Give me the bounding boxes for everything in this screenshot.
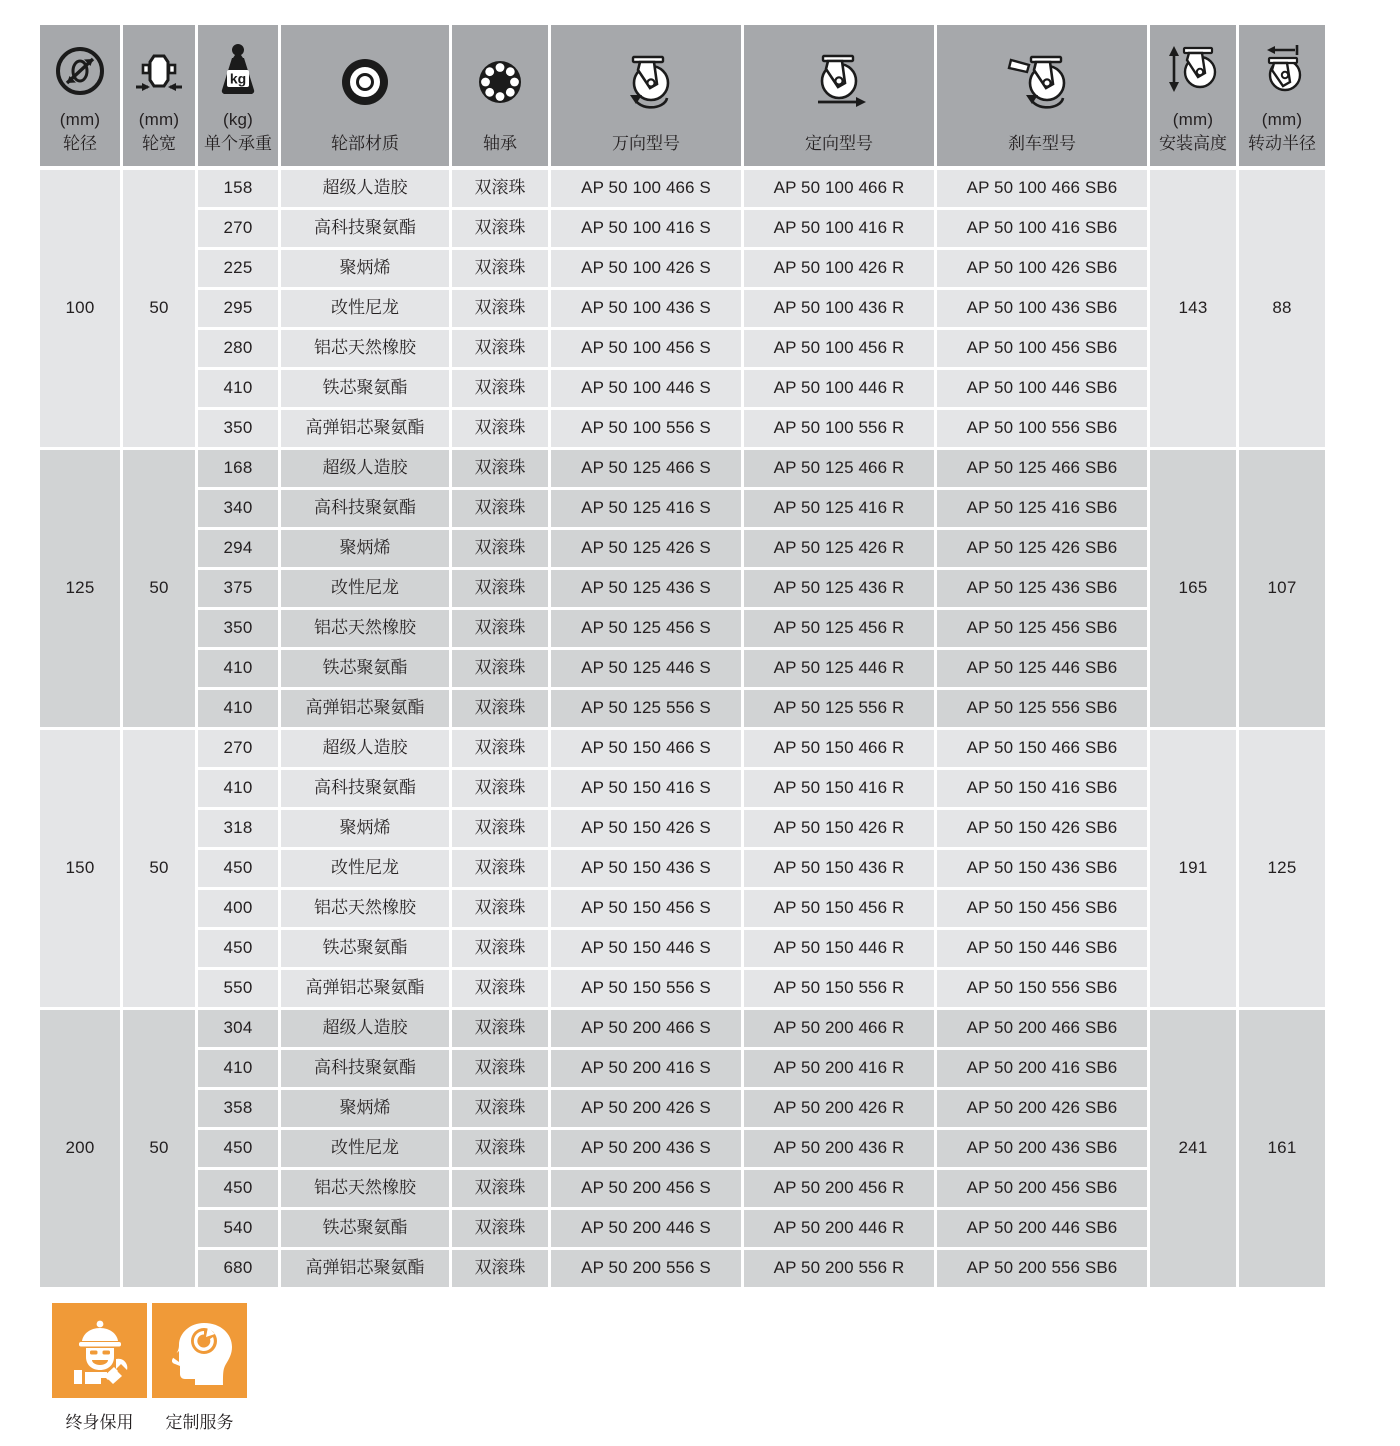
- cell-turning-radius: 125: [1239, 730, 1325, 1007]
- cell-swivel-model: AP 50 200 556 S: [551, 1250, 741, 1287]
- cell-wheel-diameter: 100: [40, 170, 120, 447]
- cell-load-weight: 294: [198, 530, 278, 567]
- cell-bearing: 双滚珠: [452, 1210, 548, 1247]
- cell-load-weight: 550: [198, 970, 278, 1007]
- cell-load-weight: 270: [198, 210, 278, 247]
- header-wheel-diameter: [40, 25, 120, 166]
- header-load-weight: [198, 25, 278, 166]
- cell-wheel-material: 铝芯天然橡胶: [281, 1170, 449, 1207]
- cell-bearing: 双滚珠: [452, 1130, 548, 1167]
- cell-fixed-model: AP 50 125 466 R: [744, 450, 934, 487]
- header-swivel-model: [551, 25, 741, 166]
- cell-load-weight: 350: [198, 410, 278, 447]
- cell-turning-radius: 161: [1239, 1010, 1325, 1287]
- cell-brake-model: AP 50 100 416 SB6: [937, 210, 1147, 247]
- cell-wheel-material: 高科技聚氨酯: [281, 210, 449, 247]
- cell-swivel-model: AP 50 125 426 S: [551, 530, 741, 567]
- cell-brake-model: AP 50 100 466 SB6: [937, 170, 1147, 207]
- cell-bearing: 双滚珠: [452, 1090, 548, 1127]
- cell-install-height: 191: [1150, 730, 1236, 1007]
- cell-bearing: 双滚珠: [452, 490, 548, 527]
- cell-load-weight: 280: [198, 330, 278, 367]
- cell-wheel-material: 超级人造胶: [281, 1010, 449, 1047]
- cell-fixed-model: AP 50 150 436 R: [744, 850, 934, 887]
- cell-brake-model: AP 50 125 466 SB6: [937, 450, 1147, 487]
- cell-turning-radius: 107: [1239, 450, 1325, 727]
- cell-swivel-model: AP 50 150 556 S: [551, 970, 741, 1007]
- cell-bearing: 双滚珠: [452, 1170, 548, 1207]
- cell-wheel-material: 铝芯天然橡胶: [281, 890, 449, 927]
- cell-load-weight: 450: [198, 930, 278, 967]
- cell-fixed-model: AP 50 200 436 R: [744, 1130, 934, 1167]
- cell-fixed-model: AP 50 125 556 R: [744, 690, 934, 727]
- service-badges: [52, 1303, 247, 1433]
- cell-install-height: 165: [1150, 450, 1236, 727]
- cell-wheel-material: 高弹铝芯聚氨酯: [281, 970, 449, 1007]
- cell-brake-model: AP 50 150 436 SB6: [937, 850, 1147, 887]
- cell-swivel-model: AP 50 100 426 S: [551, 250, 741, 287]
- header-install-height: [1150, 25, 1236, 166]
- cell-bearing: 双滚珠: [452, 210, 548, 247]
- cell-fixed-model: AP 50 200 466 R: [744, 1010, 934, 1047]
- turning-radius-icon: [1241, 33, 1323, 109]
- cell-load-weight: 340: [198, 490, 278, 527]
- fixed-caster-icon: [746, 33, 932, 131]
- cell-brake-model: AP 50 150 426 SB6: [937, 810, 1147, 847]
- cell-swivel-model: AP 50 100 436 S: [551, 290, 741, 327]
- cell-swivel-model: AP 50 100 556 S: [551, 410, 741, 447]
- cell-wheel-material: 铁芯聚氨酯: [281, 930, 449, 967]
- cell-swivel-model: AP 50 100 466 S: [551, 170, 741, 207]
- cell-swivel-model: AP 50 125 466 S: [551, 450, 741, 487]
- header-label: 刹车型号: [1008, 133, 1076, 153]
- head-gear-icon: [152, 1303, 247, 1398]
- size-block: [40, 170, 1360, 447]
- cell-load-weight: 270: [198, 730, 278, 767]
- worker-wrench-icon: [52, 1303, 147, 1398]
- header-label: 安装高度: [1159, 133, 1227, 153]
- cell-brake-model: AP 50 200 446 SB6: [937, 1210, 1147, 1247]
- cell-swivel-model: AP 50 125 416 S: [551, 490, 741, 527]
- cell-wheel-material: 铁芯聚氨酯: [281, 1210, 449, 1247]
- cell-bearing: 双滚珠: [452, 410, 548, 447]
- header-unit: (mm): [59, 110, 101, 130]
- cell-bearing: 双滚珠: [452, 810, 548, 847]
- badge-custom-service[interactable]: [152, 1303, 247, 1433]
- table-body: [40, 170, 1360, 1287]
- cell-brake-model: AP 50 150 446 SB6: [937, 930, 1147, 967]
- wheel-width-icon: [125, 33, 193, 109]
- cell-brake-model: AP 50 100 426 SB6: [937, 250, 1147, 287]
- cell-load-weight: 358: [198, 1090, 278, 1127]
- cell-wheel-material: 高科技聚氨酯: [281, 490, 449, 527]
- cell-fixed-model: AP 50 200 426 R: [744, 1090, 934, 1127]
- cell-fixed-model: AP 50 200 556 R: [744, 1250, 934, 1287]
- cell-brake-model: AP 50 200 456 SB6: [937, 1170, 1147, 1207]
- badge-label: 终身保用: [65, 1413, 134, 1432]
- header-unit: (mm): [1261, 110, 1303, 130]
- header-unit: (mm): [138, 110, 180, 130]
- cell-bearing: 双滚珠: [452, 730, 548, 767]
- cell-load-weight: 400: [198, 890, 278, 927]
- cell-fixed-model: AP 50 150 556 R: [744, 970, 934, 1007]
- cell-wheel-material: 改性尼龙: [281, 1130, 449, 1167]
- cell-fixed-model: AP 50 125 416 R: [744, 490, 934, 527]
- cell-swivel-model: AP 50 100 416 S: [551, 210, 741, 247]
- header-label: 万向型号: [612, 133, 680, 153]
- header-label: 定向型号: [805, 133, 873, 153]
- cell-brake-model: AP 50 150 416 SB6: [937, 770, 1147, 807]
- cell-brake-model: AP 50 100 436 SB6: [937, 290, 1147, 327]
- cell-bearing: 双滚珠: [452, 250, 548, 287]
- cell-bearing: 双滚珠: [452, 170, 548, 207]
- badge-label: 定制服务: [165, 1413, 234, 1432]
- cell-fixed-model: AP 50 150 466 R: [744, 730, 934, 767]
- cell-load-weight: 410: [198, 650, 278, 687]
- cell-bearing: 双滚珠: [452, 690, 548, 727]
- cell-wheel-material: 聚炳烯: [281, 1090, 449, 1127]
- cell-wheel-material: 铁芯聚氨酯: [281, 370, 449, 407]
- cell-wheel-material: 聚炳烯: [281, 810, 449, 847]
- cell-load-weight: 318: [198, 810, 278, 847]
- header-wheel-material: [281, 25, 449, 166]
- header-fixed-model: [744, 25, 934, 166]
- cell-brake-model: AP 50 100 446 SB6: [937, 370, 1147, 407]
- cell-fixed-model: AP 50 100 436 R: [744, 290, 934, 327]
- cell-brake-model: AP 50 150 456 SB6: [937, 890, 1147, 927]
- cell-brake-model: AP 50 125 426 SB6: [937, 530, 1147, 567]
- cell-brake-model: AP 50 125 436 SB6: [937, 570, 1147, 607]
- cell-bearing: 双滚珠: [452, 530, 548, 567]
- cell-brake-model: AP 50 125 556 SB6: [937, 690, 1147, 727]
- header-label: 单个承重: [204, 133, 272, 153]
- cell-wheel-material: 聚炳烯: [281, 250, 449, 287]
- cell-wheel-diameter: 150: [40, 730, 120, 1007]
- header-brake-model: [937, 25, 1147, 166]
- cell-fixed-model: AP 50 100 556 R: [744, 410, 934, 447]
- cell-brake-model: AP 50 150 556 SB6: [937, 970, 1147, 1007]
- cell-wheel-material: 高科技聚氨酯: [281, 770, 449, 807]
- header-turning-radius: [1239, 25, 1325, 166]
- wheel-material-icon: [283, 33, 447, 131]
- cell-fixed-model: AP 50 200 456 R: [744, 1170, 934, 1207]
- load-weight-icon: [200, 33, 276, 109]
- cell-swivel-model: AP 50 150 426 S: [551, 810, 741, 847]
- cell-load-weight: 540: [198, 1210, 278, 1247]
- cell-wheel-material: 改性尼龙: [281, 850, 449, 887]
- cell-bearing: 双滚珠: [452, 1010, 548, 1047]
- cell-brake-model: AP 50 200 436 SB6: [937, 1130, 1147, 1167]
- header-unit: (kg): [222, 110, 254, 130]
- cell-wheel-material: 高弹铝芯聚氨酯: [281, 410, 449, 447]
- cell-wheel-material: 铝芯天然橡胶: [281, 330, 449, 367]
- cell-swivel-model: AP 50 100 446 S: [551, 370, 741, 407]
- cell-swivel-model: AP 50 125 436 S: [551, 570, 741, 607]
- cell-fixed-model: AP 50 100 416 R: [744, 210, 934, 247]
- cell-load-weight: 410: [198, 770, 278, 807]
- cell-bearing: 双滚珠: [452, 450, 548, 487]
- cell-fixed-model: AP 50 150 426 R: [744, 810, 934, 847]
- header-wheel-width: [123, 25, 195, 166]
- cell-bearing: 双滚珠: [452, 770, 548, 807]
- cell-bearing: 双滚珠: [452, 930, 548, 967]
- cell-fixed-model: AP 50 100 466 R: [744, 170, 934, 207]
- cell-bearing: 双滚珠: [452, 1050, 548, 1087]
- cell-swivel-model: AP 50 100 456 S: [551, 330, 741, 367]
- cell-wheel-width: 50: [123, 1010, 195, 1287]
- cell-swivel-model: AP 50 125 556 S: [551, 690, 741, 727]
- cell-brake-model: AP 50 200 426 SB6: [937, 1090, 1147, 1127]
- cell-swivel-model: AP 50 200 426 S: [551, 1090, 741, 1127]
- cell-swivel-model: AP 50 125 446 S: [551, 650, 741, 687]
- cell-swivel-model: AP 50 200 456 S: [551, 1170, 741, 1207]
- cell-fixed-model: AP 50 125 426 R: [744, 530, 934, 567]
- header-label: 转动半径: [1248, 133, 1316, 153]
- cell-fixed-model: AP 50 125 446 R: [744, 650, 934, 687]
- cell-load-weight: 450: [198, 850, 278, 887]
- cell-load-weight: 350: [198, 610, 278, 647]
- cell-bearing: 双滚珠: [452, 370, 548, 407]
- cell-brake-model: AP 50 125 446 SB6: [937, 650, 1147, 687]
- cell-brake-model: AP 50 125 416 SB6: [937, 490, 1147, 527]
- cell-swivel-model: AP 50 150 436 S: [551, 850, 741, 887]
- cell-wheel-material: 超级人造胶: [281, 450, 449, 487]
- cell-fixed-model: AP 50 100 456 R: [744, 330, 934, 367]
- cell-wheel-material: 改性尼龙: [281, 290, 449, 327]
- table-header: [40, 25, 1360, 166]
- cell-swivel-model: AP 50 200 466 S: [551, 1010, 741, 1047]
- cell-load-weight: 225: [198, 250, 278, 287]
- cell-bearing: 双滚珠: [452, 330, 548, 367]
- cell-fixed-model: AP 50 125 436 R: [744, 570, 934, 607]
- cell-fixed-model: AP 50 100 426 R: [744, 250, 934, 287]
- cell-fixed-model: AP 50 100 446 R: [744, 370, 934, 407]
- cell-wheel-width: 50: [123, 730, 195, 1007]
- cell-fixed-model: AP 50 200 416 R: [744, 1050, 934, 1087]
- cell-bearing: 双滚珠: [452, 890, 548, 927]
- size-block: [40, 450, 1360, 727]
- cell-fixed-model: AP 50 150 446 R: [744, 930, 934, 967]
- cell-load-weight: 450: [198, 1170, 278, 1207]
- badge-lifetime-warranty[interactable]: [52, 1303, 147, 1433]
- size-block: [40, 1010, 1360, 1287]
- cell-load-weight: 375: [198, 570, 278, 607]
- cell-swivel-model: AP 50 200 436 S: [551, 1130, 741, 1167]
- cell-install-height: 143: [1150, 170, 1236, 447]
- cell-swivel-model: AP 50 150 416 S: [551, 770, 741, 807]
- cell-wheel-width: 50: [123, 170, 195, 447]
- cell-wheel-material: 超级人造胶: [281, 730, 449, 767]
- cell-turning-radius: 88: [1239, 170, 1325, 447]
- cell-brake-model: AP 50 200 556 SB6: [937, 1250, 1147, 1287]
- cell-fixed-model: AP 50 150 416 R: [744, 770, 934, 807]
- svg-text:kg: kg: [229, 70, 247, 87]
- cell-swivel-model: AP 50 200 416 S: [551, 1050, 741, 1087]
- cell-load-weight: 158: [198, 170, 278, 207]
- swivel-caster-icon: [553, 33, 739, 131]
- cell-load-weight: 450: [198, 1130, 278, 1167]
- cell-swivel-model: AP 50 150 456 S: [551, 890, 741, 927]
- cell-wheel-width: 50: [123, 450, 195, 727]
- cell-fixed-model: AP 50 150 456 R: [744, 890, 934, 927]
- cell-brake-model: AP 50 150 466 SB6: [937, 730, 1147, 767]
- cell-swivel-model: AP 50 150 446 S: [551, 930, 741, 967]
- size-block: [40, 730, 1360, 1007]
- cell-bearing: 双滚珠: [452, 650, 548, 687]
- cell-swivel-model: AP 50 200 446 S: [551, 1210, 741, 1247]
- wheel-diameter-icon: [42, 33, 118, 109]
- cell-load-weight: 304: [198, 1010, 278, 1047]
- install-height-icon: [1152, 33, 1234, 109]
- header-unit: (mm): [1172, 110, 1214, 130]
- cell-install-height: 241: [1150, 1010, 1236, 1287]
- cell-load-weight: 410: [198, 370, 278, 407]
- cell-wheel-material: 超级人造胶: [281, 170, 449, 207]
- cell-load-weight: 168: [198, 450, 278, 487]
- header-label: 轮部材质: [331, 133, 399, 153]
- cell-wheel-material: 铝芯天然橡胶: [281, 610, 449, 647]
- cell-bearing: 双滚珠: [452, 290, 548, 327]
- cell-wheel-diameter: 125: [40, 450, 120, 727]
- cell-wheel-material: 铁芯聚氨酯: [281, 650, 449, 687]
- cell-wheel-material: 高科技聚氨酯: [281, 1050, 449, 1087]
- cell-bearing: 双滚珠: [452, 570, 548, 607]
- bearing-icon: [454, 33, 546, 131]
- cell-wheel-material: 改性尼龙: [281, 570, 449, 607]
- cell-bearing: 双滚珠: [452, 1250, 548, 1287]
- header-label: 轴承: [483, 133, 517, 153]
- cell-wheel-material: 高弹铝芯聚氨酯: [281, 1250, 449, 1287]
- cell-bearing: 双滚珠: [452, 850, 548, 887]
- cell-brake-model: AP 50 100 556 SB6: [937, 410, 1147, 447]
- brake-caster-icon: [939, 33, 1145, 131]
- cell-swivel-model: AP 50 125 456 S: [551, 610, 741, 647]
- cell-wheel-material: 高弹铝芯聚氨酯: [281, 690, 449, 727]
- cell-brake-model: AP 50 200 416 SB6: [937, 1050, 1147, 1087]
- header-label: 轮径: [63, 133, 97, 153]
- cell-wheel-material: 聚炳烯: [281, 530, 449, 567]
- cell-wheel-diameter: 200: [40, 1010, 120, 1287]
- cell-load-weight: 410: [198, 690, 278, 727]
- cell-bearing: 双滚珠: [452, 610, 548, 647]
- cell-swivel-model: AP 50 150 466 S: [551, 730, 741, 767]
- cell-load-weight: 295: [198, 290, 278, 327]
- header-bearing: [452, 25, 548, 166]
- cell-bearing: 双滚珠: [452, 970, 548, 1007]
- cell-load-weight: 410: [198, 1050, 278, 1087]
- cell-brake-model: AP 50 200 466 SB6: [937, 1010, 1147, 1047]
- cell-fixed-model: AP 50 125 456 R: [744, 610, 934, 647]
- cell-brake-model: AP 50 125 456 SB6: [937, 610, 1147, 647]
- header-label: 轮宽: [142, 133, 176, 153]
- cell-load-weight: 680: [198, 1250, 278, 1287]
- cell-fixed-model: AP 50 200 446 R: [744, 1210, 934, 1247]
- cell-brake-model: AP 50 100 456 SB6: [937, 330, 1147, 367]
